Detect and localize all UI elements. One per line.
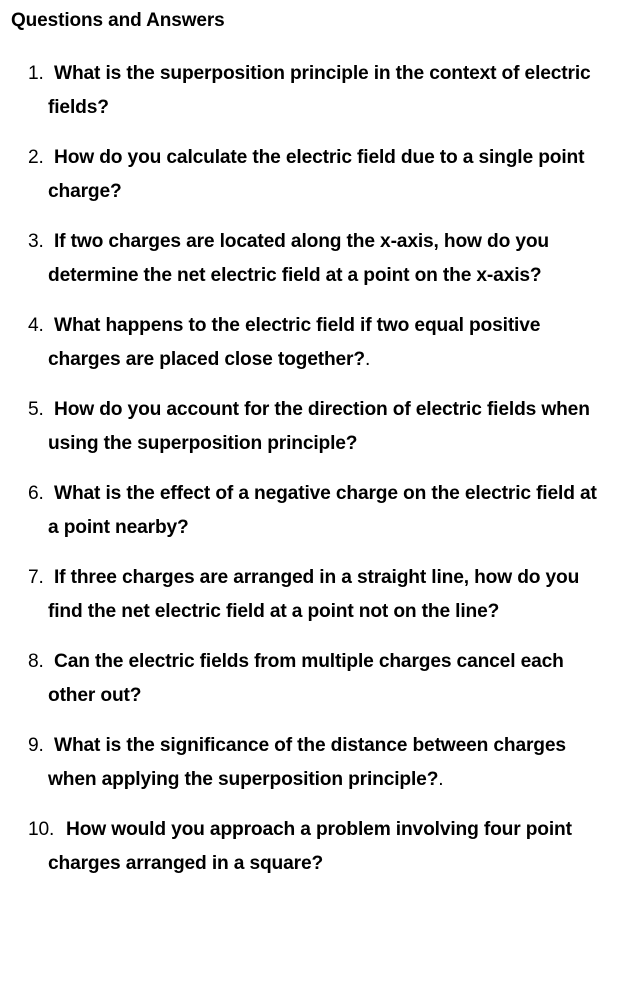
question-text: If two charges are located along the x-axis, how do you determine the net electric field at a point on the x-axis?: [48, 231, 549, 286]
list-item: [0, 477, 600, 545]
question-text: What is the significance of the distance between charges when applying the superposition principle?: [48, 735, 566, 790]
item-number: 6.: [28, 483, 44, 504]
item-number: 2.: [28, 147, 44, 168]
list-item: [0, 561, 600, 629]
list-item: [0, 813, 600, 881]
item-number: 7.: [28, 567, 44, 588]
question-text: How do you calculate the electric field due to a single point charge?: [48, 147, 585, 202]
question-text: What is the superposition principle in the context of electric fields?: [48, 63, 591, 118]
item-number: 3.: [28, 231, 44, 252]
question-text: Can the electric fields from multiple charges cancel each other out?: [48, 651, 564, 706]
list-item: [0, 141, 600, 209]
page-title: Questions and Answers: [11, 10, 225, 31]
list-item: [0, 309, 600, 377]
question-text: What happens to the electric field if two equal positive charges are placed close together?: [48, 315, 541, 370]
list-item: [0, 225, 600, 293]
item-number: 9.: [28, 735, 44, 756]
question-text: If three charges are arranged in a straight line, how do you find the net electric field at a point not on the line?: [48, 567, 580, 622]
question-list: [0, 57, 600, 897]
question-trail: .: [438, 769, 444, 790]
question-text: How do you account for the direction of electric fields when using the superposition principle?: [48, 399, 590, 454]
item-number: 8.: [28, 651, 44, 672]
list-item: [0, 393, 600, 461]
list-item: [0, 729, 600, 797]
item-number: 10.: [28, 819, 55, 840]
item-number: 4.: [28, 315, 44, 336]
item-number: 5.: [28, 399, 44, 420]
question-text: What is the effect of a negative charge on the electric field at a point nearby?: [48, 483, 597, 538]
question-text: How would you approach a problem involving four point charges arranged in a square?: [48, 819, 572, 874]
list-item: [0, 57, 600, 125]
item-number: 1.: [28, 63, 44, 84]
question-trail: .: [364, 349, 371, 370]
list-item: [0, 645, 600, 713]
